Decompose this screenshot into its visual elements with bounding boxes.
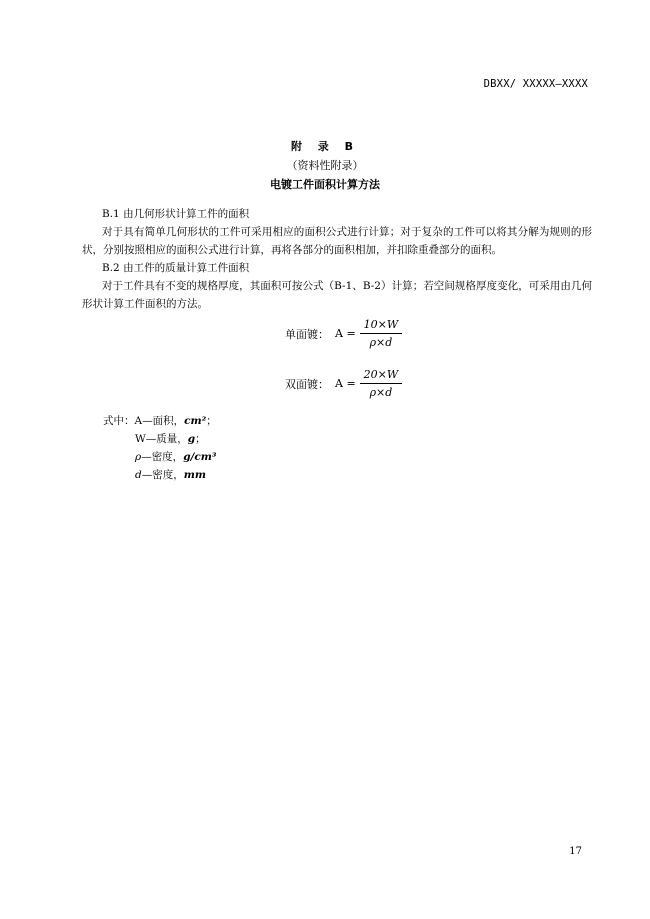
variable-tail: ； bbox=[206, 415, 217, 427]
formula-numerator: 20×W bbox=[360, 368, 403, 384]
variable-desc: —面积， bbox=[142, 415, 185, 427]
variable-symbol: ρ bbox=[135, 451, 142, 463]
section-b1-heading: B.1 由几何形状计算工件的面积 bbox=[102, 208, 250, 220]
formula-lhs: A = bbox=[335, 327, 356, 340]
variable-unit: cm² bbox=[184, 415, 207, 427]
variable-symbol: W bbox=[135, 433, 146, 445]
variable-row bbox=[103, 448, 217, 466]
section-b2-heading: B.2 由工件的质量计算工件面积 bbox=[102, 262, 250, 274]
formula-numerator: 10×W bbox=[360, 318, 403, 334]
formula-fraction bbox=[360, 368, 403, 399]
variable-definitions bbox=[103, 412, 217, 484]
variable-row bbox=[103, 412, 217, 430]
formula-denominator: ρ×d bbox=[369, 336, 393, 349]
section-b1-body: 对于具有简单几何形状的工件可采用相应的面积公式进行计算；对于复杂的工件可以将其分解为规则的形状，分别按照相应的面积公式进行计算，再将各部分的面积相加，并扣除重叠部分的面积。 bbox=[82, 226, 592, 256]
variable-unit: mm bbox=[183, 469, 206, 481]
formula-lhs: A = bbox=[335, 377, 356, 390]
variable-unit: g/cm³ bbox=[183, 451, 217, 463]
page-number: 17 bbox=[569, 846, 582, 857]
variable-row bbox=[103, 466, 217, 484]
formula-label: 单面镀： bbox=[285, 327, 329, 341]
variable-desc: —密度， bbox=[141, 451, 184, 463]
variable-symbol: d bbox=[135, 469, 142, 481]
standard-code: DBXX/ XXXXX—XXXX bbox=[483, 78, 588, 90]
formula-fraction bbox=[360, 318, 403, 349]
variable-desc: —密度， bbox=[141, 469, 184, 481]
formula-denominator: ρ×d bbox=[369, 386, 393, 399]
variable-symbol: A bbox=[134, 415, 143, 427]
formula-label: 双面镀： bbox=[285, 377, 329, 391]
formula-single-side bbox=[285, 318, 402, 349]
variable-unit: g bbox=[187, 433, 196, 445]
formula-double-side bbox=[285, 368, 402, 399]
appendix-note: （资料性附录） bbox=[286, 159, 364, 172]
appendix-title: 附 录 B bbox=[290, 140, 360, 153]
variable-tail: ； bbox=[195, 433, 206, 445]
variables-intro: 式中： bbox=[103, 415, 135, 427]
appendix-subtitle: 电镀工件面积计算方法 bbox=[270, 178, 380, 191]
variable-desc: —质量， bbox=[145, 433, 188, 445]
section-b2-body: 对于工件具有不变的规格厚度，其面积可按公式（B-1、B-2）计算；若空间规格厚度变化，可采用由几何形状计算工件面积的方法。 bbox=[82, 280, 592, 310]
variable-row bbox=[103, 430, 217, 448]
